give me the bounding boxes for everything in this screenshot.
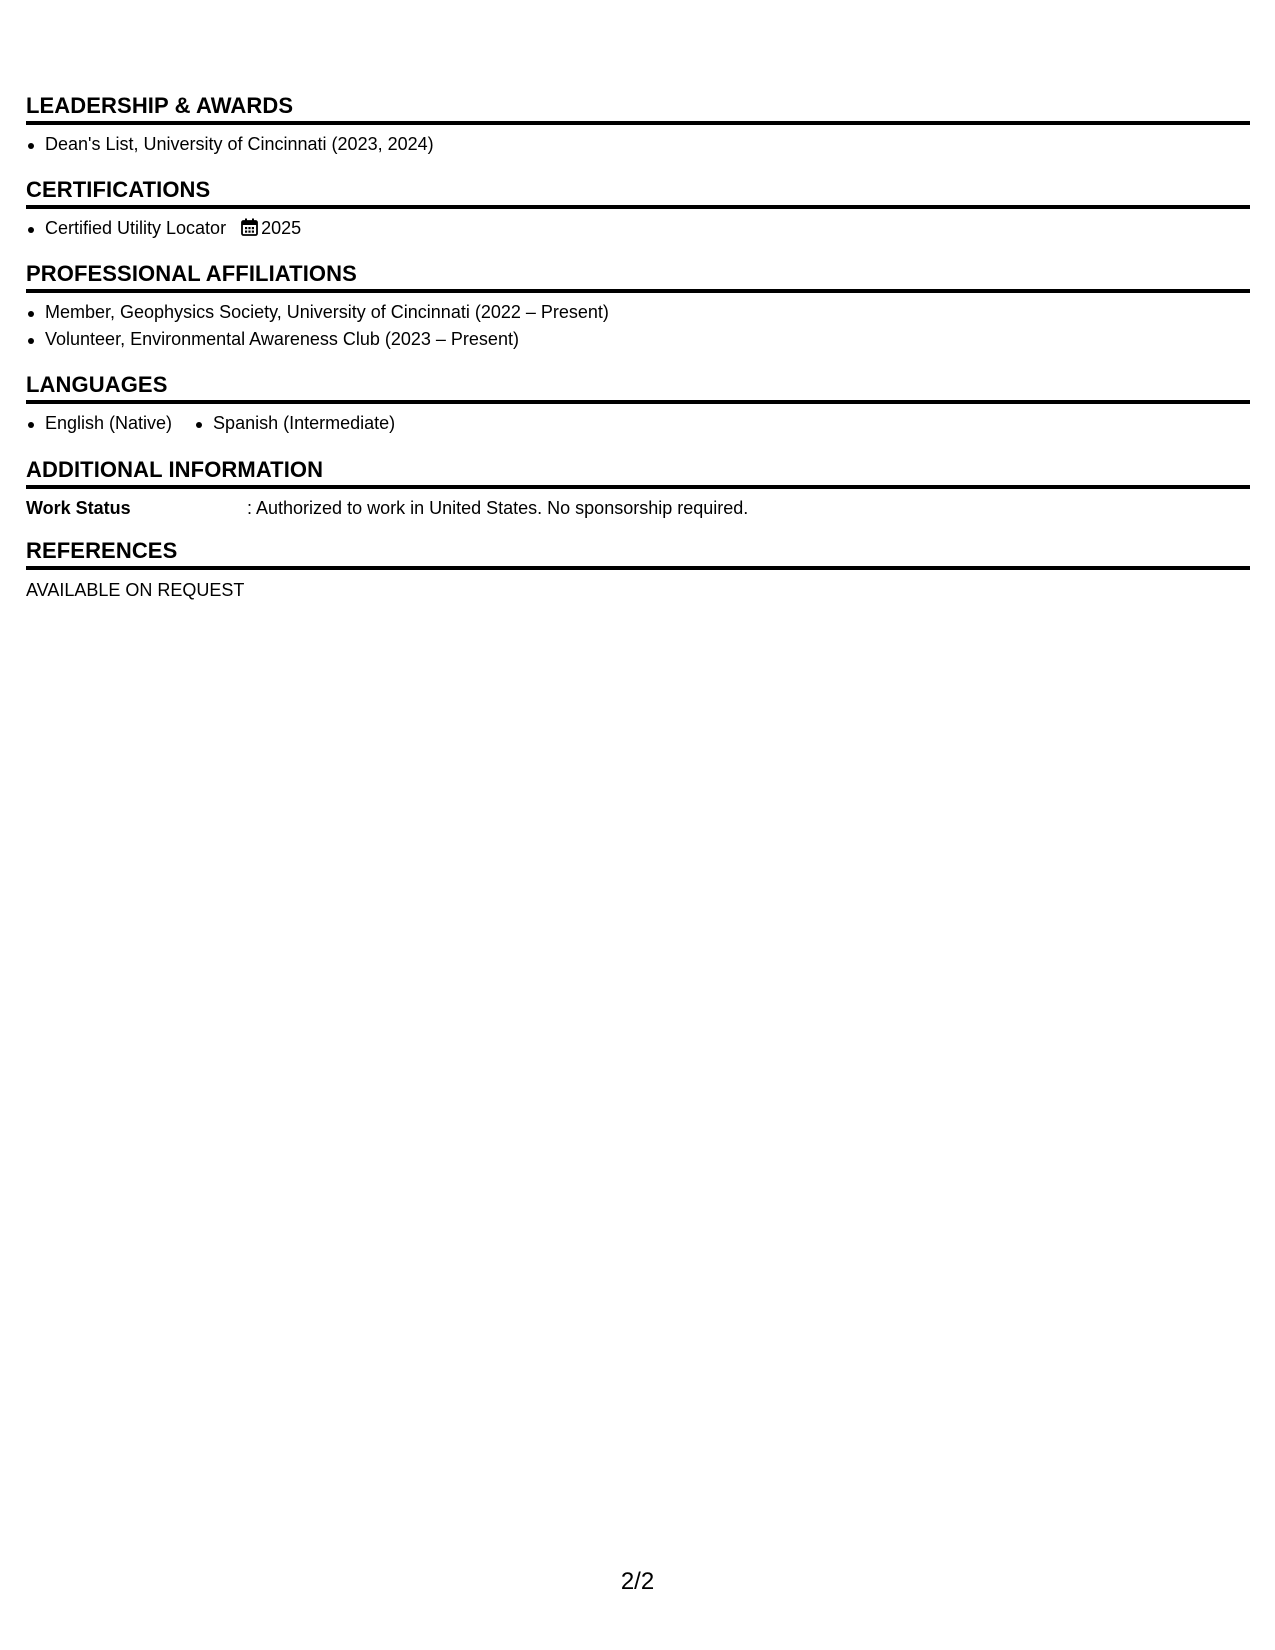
affiliations-list [26,299,1250,353]
section-title-leadership: LEADERSHIP & AWARDS [26,93,1250,125]
page-number: 2/2 [620,1568,655,1595]
certification-name: Certified Utility Locator [45,218,227,238]
work-status-value: : Authorized to work in United States. No sponsorship required. [247,498,749,518]
section-title-affiliations: PROFESSIONAL AFFILIATIONS [26,261,1250,293]
references-text: AVAILABLE ON REQUEST [26,580,245,600]
list-item: Volunteer, Environmental Awareness Club (2023 – Present) [26,326,1250,353]
list-item: English (Native) [26,410,172,437]
additional-info-section [26,457,1250,521]
list-item: Dean's List, University of Cincinnati (2023, 2024) [26,131,1250,158]
certification-year: 2025 [261,218,302,238]
leadership-section [26,93,1250,158]
section-title-certifications: CERTIFICATIONS [26,177,1250,209]
list-item [26,215,1250,242]
certifications-list [26,215,1250,242]
list-item: Member, Geophysics Society, University of Cincinnati (2022 – Present) [26,299,1250,326]
list-item: Spanish (Intermediate) [194,410,395,437]
section-title-references: REFERENCES [26,538,1250,570]
calendar-icon [241,217,258,244]
languages-section [26,372,1250,437]
section-title-additional: ADDITIONAL INFORMATION [26,457,1250,489]
certifications-section [26,177,1250,242]
work-status-label: Work Status [26,498,131,518]
work-status-row [26,495,1250,521]
affiliations-section [26,261,1250,353]
languages-list [26,410,1250,437]
references-section [26,538,1250,603]
section-title-languages: LANGUAGES [26,372,1250,404]
leadership-list [26,131,1250,158]
